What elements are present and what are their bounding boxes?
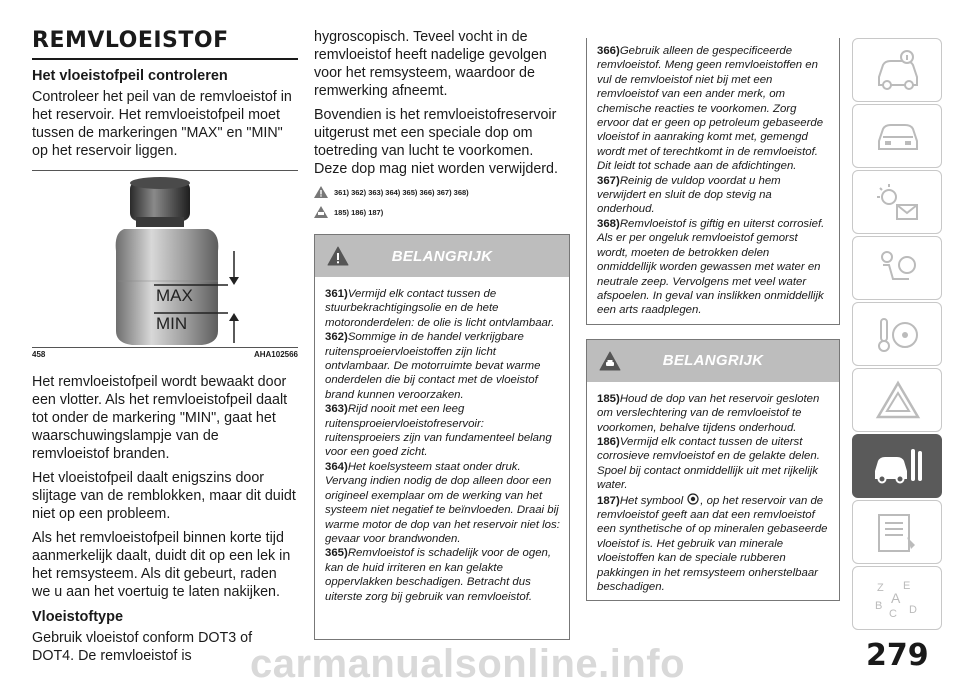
- lights-mail-icon: [873, 181, 923, 225]
- refs-danger-text: 361) 362) 363) 364) 365) 366) 367) 368): [334, 187, 469, 197]
- svg-text:A: A: [891, 590, 901, 606]
- key-steering-icon: [873, 313, 923, 357]
- warning-box-1-header: [315, 235, 569, 277]
- svg-text:C: C: [889, 608, 897, 620]
- document-list-icon: [873, 511, 923, 555]
- alphabet-index-icon: [873, 577, 923, 621]
- brake-fluid-symbol-icon: [686, 493, 700, 505]
- min-label: MIN: [156, 314, 188, 333]
- warning-box-1-body: [315, 277, 569, 610]
- watermark: carmanualsonline.info: [250, 642, 686, 678]
- warning-item: 362)Sommige in de handel verkrijgbare ruitensproeiervloeistoffen zijn licht ontvlambaar. De motorruimte bevat warme onderdelen die bij contact met de vloeistof brand kunnen veroorzaken.: [325, 331, 541, 401]
- warning-item: 187)Het symbool , op het reservoir van de remvloeistof geeft aan dat een remvloeistof een synthetische of op mineralen gebaseerde vloeistof is. Het gebruik van minerale vloeistoffen kan de speciale rubberen pakkingen in het remsysteem onherstelbaar beschadigen.: [597, 494, 828, 593]
- sidebar-tab-lights[interactable]: [852, 170, 942, 234]
- subtitle-check: Het vloeistofpeil controleren: [32, 68, 228, 84]
- left-column: [32, 28, 298, 665]
- sidebar-tab-safety[interactable]: [852, 236, 942, 300]
- sidebar-tab-dashboard[interactable]: [852, 104, 942, 168]
- svg-text:B: B: [875, 600, 883, 612]
- warning-item: 361)Vermijd elk contact tussen de stuurbekrachtigingsolie en de hete motoronderdelen: de olie is licht ontvlambaar.: [325, 288, 555, 329]
- warning-item: 185)Houd de dop van het reservoir gesloten om verslechtering van de remvloeistof te voorkomen, behalve tijdens onderhoud.: [597, 392, 820, 434]
- sidebar-tab-car-info[interactable]: [852, 38, 942, 102]
- warning-item: 367)Reinig de vuldop voordat u hem verwijdert en sluit de dop stevig na onderhoud.: [597, 174, 781, 216]
- car-warning-icon: [599, 351, 621, 371]
- paragraph-check: Controleer het peil van de remvloeistof in het reservoir. Het remvloeistofpeil moet tussen de markeringen "MAX" en "MIN" op het reservoir liggen.: [32, 89, 292, 159]
- svg-text:Z: Z: [877, 582, 884, 594]
- warning-triangle-icon: [873, 379, 923, 423]
- danger-triangle-icon: [314, 186, 328, 198]
- warning-item: 363)Rijd nooit met een leeg ruitensproeiervloeistofreservoir: ruitensproeiers zijn van fundamenteel belang voor een goed zicht.: [325, 403, 552, 459]
- figure-number: 458: [32, 350, 46, 359]
- warning-item: 186)Vermijd elk contact tussen de uiterst corrosieve remvloeistof en de gelakte delen. Spoel bij contact onmiddellijk uit met rijkelijk water.: [597, 435, 820, 492]
- warning-box-2-title: BELANGRIJK: [662, 352, 764, 370]
- warning-box-2-body: [587, 382, 839, 601]
- right-column: [586, 38, 840, 632]
- page-number: 279: [866, 638, 929, 673]
- warning-box-1-continued: [586, 38, 840, 325]
- car-dashboard-icon: [873, 115, 923, 159]
- max-label: MAX: [156, 286, 193, 305]
- warning-item: 365)Remvloeistof is schadelijk voor de ogen, kan de huid irriteren en kan gelakte oppervlakken beschadigen. Betracht dus uiterste zorg bij gebruik van remvloeistof.: [325, 547, 552, 603]
- sidebar-tab-driving[interactable]: [852, 302, 942, 366]
- refs-caution-text: 185) 186) 187): [334, 207, 384, 217]
- paragraph-dot-cont: hygroscopisch. Teveel vocht in de remvloeistof heeft nadelige gevolgen voor het remsysteem, waardoor de remwerking afneemt.: [314, 29, 547, 99]
- reservoir-illustration: [32, 171, 298, 349]
- sidebar-tab-maintenance[interactable]: [852, 434, 942, 498]
- danger-triangle-icon: [327, 246, 349, 266]
- paragraph-leak: Als het remvloeistofpeil binnen korte tijd aanmerkelijk daalt, duidt dit op een lek in het remsysteem. Als dit gebeurt, raden we u aan het voertuig te laten nakijken.: [32, 530, 291, 600]
- figure-caption: [32, 350, 298, 359]
- car-info-icon: [873, 49, 923, 93]
- car-tools-icon: [873, 445, 923, 489]
- paragraph-wear: Het vloeistofpeil daalt enigszins door slijtage van de remblokken, maar dit duidt niet op een probleem.: [32, 470, 296, 522]
- reservoir-figure: [32, 170, 298, 348]
- subtitle-fluid-type: Vloeistoftype: [32, 609, 124, 625]
- section-title: REMVLOEISTOF: [32, 28, 298, 60]
- svg-text:D: D: [909, 604, 917, 616]
- middle-column: [314, 28, 570, 218]
- warning-box-1-title: BELANGRIJK: [391, 247, 493, 265]
- figure-code: AHA102566: [253, 350, 298, 359]
- warning-item: 368)Remvloeistof is giftig en uiterst corrosief. Als er per ongeluk remvloeistof gemorst wordt, moeten de betrokken delen onmiddellijk worden gewassen met water en neutrale zeep. Vervolgens met veel water afspoelen. In geval van inslikken onmiddellijk een arts raadplegen.: [597, 217, 825, 317]
- refs-danger: [314, 186, 570, 198]
- sidebar-tab-specs[interactable]: [852, 500, 942, 564]
- sidebar-tab-index[interactable]: [852, 566, 942, 630]
- svg-text:E: E: [903, 580, 911, 592]
- paragraph-cap: Bovendien is het remvloeistofreservoir uitgerust met een speciale dop om toetreding van lucht te voorkomen. Deze dop mag niet worden verwijderd.: [314, 107, 558, 177]
- warning-box-1: [314, 234, 570, 640]
- airbag-seat-icon: [873, 247, 923, 291]
- warning-item: 366)Gebruik alleen de gespecificeerde remvloeistof. Meng geen remvloeistoffen en vul de remvloeistof niet bij met een remvloeistof van een ander merk, om chemische reacties te voorkomen. Zorg ervoor dat er geen op petroleum gebaseerde vloeistof in aanraking komt met, gemengd wordt met of terechtkomt in de remvloeistof. Dit leidt tot schade aan de afdichtingen.: [597, 45, 824, 173]
- paragraph-dot-start: Gebruik vloeistof conform DOT3 of DOT4. De remvloeistof is: [32, 630, 253, 664]
- paragraph-float: Het remvloeistofpeil wordt bewaakt door een vlotter. Als het remvloeistofpeil daalt tot onder de markering "MIN", gaat het waarschuwingslampje van de remvloeistof branden.: [32, 374, 288, 462]
- sidebar-tab-emergency[interactable]: [852, 368, 942, 432]
- refs-caution: [314, 206, 570, 218]
- car-warning-icon: [314, 206, 328, 218]
- warning-box-2-header: [587, 340, 839, 382]
- warning-item: 364)Het koelsysteem staat onder druk. Vervang indien nodig de dop alleen door een origineel exemplaar om de werking van het systeem niet negatief te beïnvloeden. Draai bij warme motor de dop van het reservoir niet los: gevaar voor brandwonden.: [325, 460, 560, 545]
- chapter-sidebar: [852, 38, 942, 628]
- warning-box-2: [586, 339, 840, 602]
